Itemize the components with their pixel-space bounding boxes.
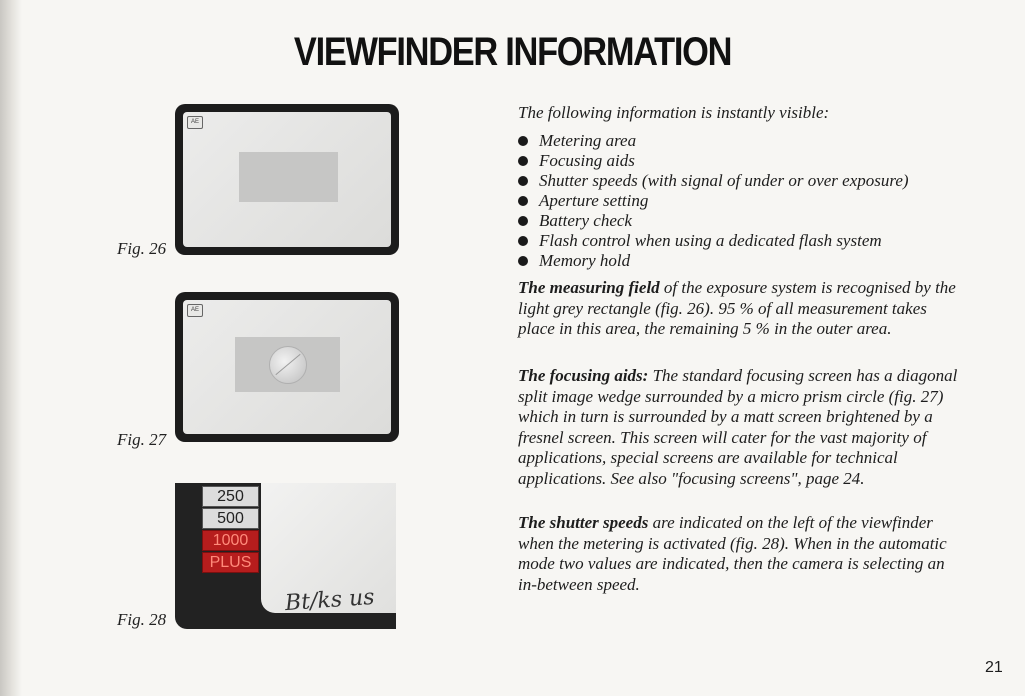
bullet-icon xyxy=(518,216,528,226)
list-item-text: Memory hold xyxy=(539,251,631,270)
list-item-text: Aperture setting xyxy=(539,191,649,210)
fig26-screen xyxy=(183,112,391,247)
paragraph-lead: The shutter speeds xyxy=(518,513,649,532)
page-title: VIEWFINDER INFORMATION xyxy=(293,30,732,74)
list-item xyxy=(518,151,909,171)
bullet-icon xyxy=(518,256,528,266)
micro-prism-circle xyxy=(269,346,307,384)
list-item xyxy=(518,191,909,211)
list-item xyxy=(518,211,909,231)
fig27-label: Fig. 27 xyxy=(117,430,167,449)
list-item xyxy=(518,171,909,191)
ae-indicator-icon: AE xyxy=(187,116,203,129)
fig27-screen xyxy=(183,300,391,434)
list-item-text: Focusing aids xyxy=(539,151,635,170)
fig26-viewfinder xyxy=(175,104,399,255)
list-item-text: Metering area xyxy=(539,131,637,150)
page-number: 21 xyxy=(985,659,1003,676)
paragraph-lead: The measuring field xyxy=(518,278,660,297)
bullet-icon xyxy=(518,236,528,246)
shutter-speed-500: 500 xyxy=(202,508,259,529)
paragraph-body: The standard focusing screen has a diagonal split image wedge surrounded by a micro prism circle (fig. 27) which in turn is surrounded by a matt screen brightened by a fresnel screen. This screen will cater for the vast majority of applications, special screens are available for technical applications. See also "focusing screens", page 24. xyxy=(518,366,958,488)
fig28-viewfinder xyxy=(175,483,396,629)
measuring-field-paragraph xyxy=(518,278,958,340)
fig28-label: Fig. 28 xyxy=(117,610,167,629)
focusing-aids-paragraph xyxy=(518,366,958,489)
measuring-field-rectangle xyxy=(239,152,338,202)
ae-indicator-icon: AE xyxy=(187,304,203,317)
bullet-icon xyxy=(518,176,528,186)
paragraph-body: are indicated on the left of the viewfinder when the metering is activated (fig. 28). When in the automatic mode two values are indicated, then the camera is selecting an in-between speed. xyxy=(518,513,947,594)
shutter-speed-250: 250 xyxy=(202,486,259,507)
list-item xyxy=(518,251,909,271)
list-item-text: Flash control when using a dedicated flash system xyxy=(539,231,882,250)
fig27-viewfinder xyxy=(175,292,399,442)
list-item-text: Shutter speeds (with signal of under or over exposure) xyxy=(539,171,909,190)
list-item xyxy=(518,231,909,251)
shutter-speed-1000: 1000 xyxy=(202,530,259,551)
shutter-speeds-paragraph xyxy=(518,513,958,595)
info-list xyxy=(518,131,909,271)
handwritten-signature: Bt/ks us xyxy=(284,584,376,617)
bullet-icon xyxy=(518,196,528,206)
book-binding-shadow xyxy=(0,0,22,696)
paragraph-lead: The focusing aids: xyxy=(518,366,649,385)
list-item-text: Battery check xyxy=(539,211,632,230)
bullet-icon xyxy=(518,156,528,166)
shutter-speed-plus: PLUS xyxy=(202,552,259,573)
bullet-icon xyxy=(518,136,528,146)
list-item xyxy=(518,131,909,151)
paragraph-body: of the exposure system is recognised by the light grey rectangle (fig. 26). 95 % of all measurement takes place in this area, the remaining 5 % in the outer area. xyxy=(518,278,956,338)
intro-text: The following information is instantly visible: xyxy=(518,103,830,122)
fig26-label: Fig. 26 xyxy=(117,239,167,258)
